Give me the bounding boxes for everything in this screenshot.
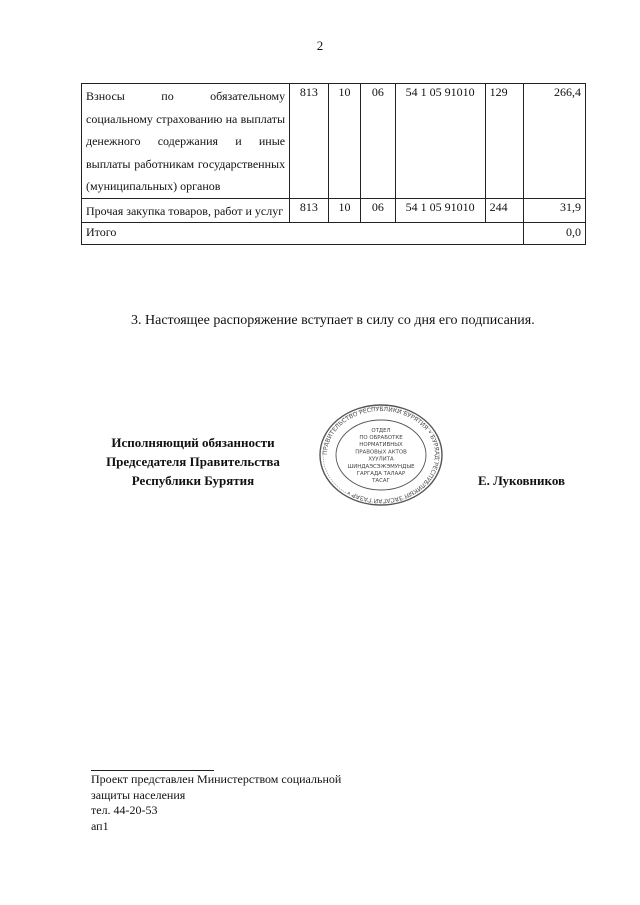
- seal-inner-line: ХУУЛИТА: [368, 456, 394, 463]
- signatory-line: Председателя Правительства: [106, 454, 280, 469]
- seal-ring-text: ПРАВИТЕЛЬСТВО РЕСПУБЛИКИ БУРЯТИЯ • БУРЯАД РЕСПУБЛИКЫН ЗАСАГАЙ ГАЗАР •: [321, 405, 441, 505]
- seal-inner-line: НОРМАТИВНЫХ: [359, 442, 403, 449]
- official-seal: [318, 403, 444, 507]
- row-code-ministry: 813: [290, 84, 329, 199]
- row-code-section: 10: [328, 84, 360, 199]
- footnote-line: Проект представлен Министерством социальной: [91, 772, 342, 786]
- row-code-target: 54 1 05 91010: [395, 84, 485, 199]
- table-total-row: [82, 223, 586, 245]
- seal-inner-line: ТАСАГ: [372, 478, 390, 485]
- decree-text: 3. Настоящее распоряжение вступает в силу со дня его подписания.: [131, 313, 535, 328]
- row-code-target: 54 1 05 91010: [395, 198, 485, 223]
- page-number: 2: [316, 38, 324, 53]
- total-amount: 0,0: [524, 223, 586, 245]
- footnote-divider: [91, 770, 214, 771]
- table-row: [82, 198, 586, 223]
- seal-inner-line: ШИНДАЭСЭЖЭМУНДЫЕ: [347, 463, 415, 470]
- signer-name: Е. Луковников: [478, 473, 566, 488]
- row-code-expense-type: 244: [485, 198, 524, 223]
- total-label: Итого: [82, 223, 524, 245]
- seal-inner-line: ОТДЕЛ: [371, 427, 391, 434]
- footnote: [91, 772, 341, 834]
- seal-inner-line: ГАРГАДА ТАЛААР: [356, 471, 406, 477]
- table-row: [82, 84, 586, 199]
- footnote-line: защиты населения: [91, 787, 186, 802]
- row-amount: 31,9: [524, 198, 586, 223]
- row-name: Прочая закупка товаров, работ и услуг: [82, 198, 290, 223]
- signatory-line: Республики Бурятия: [131, 473, 255, 488]
- budget-table: [81, 83, 586, 245]
- seal-inner-line: ПО ОБРАБОТКЕ: [359, 435, 403, 441]
- signatory-title: [88, 433, 298, 490]
- seal-inner-line: ПРАВОВЫХ АКТОВ: [355, 449, 407, 456]
- signatory-line: Исполняющий обязанности: [111, 435, 275, 450]
- row-name: Взносы по обязательному социальному страхованию на выплаты денежного содержания и иные выплаты работникам государственных (муниципальных) органов: [82, 84, 290, 199]
- row-code-expense-type: 129: [485, 84, 524, 199]
- row-code-subsection: 06: [361, 198, 396, 223]
- row-code-subsection: 06: [361, 84, 396, 199]
- row-amount: 266,4: [524, 84, 586, 199]
- footnote-line: ап1: [91, 818, 109, 833]
- footnote-line: тел. 44-20-53: [91, 803, 158, 817]
- row-code-section: 10: [328, 198, 360, 223]
- row-code-ministry: 813: [290, 198, 329, 223]
